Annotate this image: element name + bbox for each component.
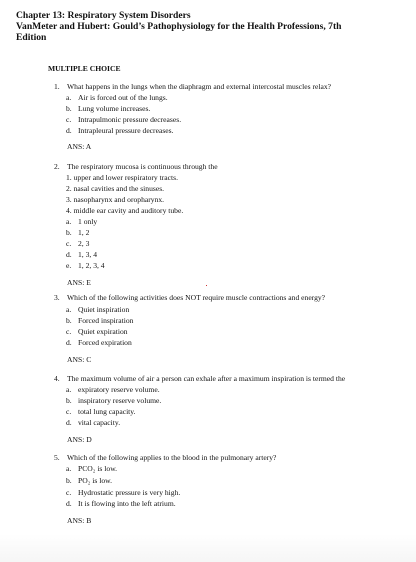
question-number: 3. — [54, 293, 60, 302]
option-text: Intrapulmonic pressure decreases. — [78, 115, 182, 124]
option-letter: c. — [66, 407, 72, 416]
numbered-choice: 1. upper and lower respiratory tracts. — [66, 173, 178, 182]
option-text: It is flowing into the left atrium. — [78, 499, 176, 508]
header-title-line-2: VanMeter and Hubert: Gould’s Pathophysiology for the Health Professions, 7th — [16, 21, 342, 32]
option-text: Quiet expiration — [78, 327, 128, 336]
question-text: Which of the following activities does NOT require muscle contractions and energy? — [67, 293, 326, 302]
option-letter: d. — [66, 499, 72, 508]
option-letter: a. — [66, 93, 72, 102]
question-number: 2. — [54, 162, 60, 171]
question-text: The maximum volume of air a person can exhale after a maximum inspiration is termed the — [67, 374, 346, 383]
header-title-line-1: Chapter 13: Respiratory System Disorders — [16, 10, 191, 21]
question-number: 4. — [54, 374, 60, 383]
document-header — [16, 10, 408, 43]
option-text: 1, 3, 4 — [78, 250, 97, 259]
option-text: Hydrostatic pressure is very high. — [78, 488, 181, 497]
page-bottom-shade — [0, 534, 416, 562]
option-letter: b. — [66, 228, 72, 237]
option-letter: c. — [66, 239, 72, 248]
option-text: vital capacity. — [78, 418, 121, 427]
option-letter: d. — [66, 418, 72, 427]
header-title-line-3: Edition — [16, 32, 47, 43]
question-text: Which of the following applies to the blood in the pulmonary artery? — [67, 453, 277, 462]
option-letter: a. — [66, 217, 72, 226]
answer-label: ANS: C — [67, 355, 92, 364]
scan-speck — [206, 285, 207, 286]
question-number: 1. — [54, 82, 60, 91]
option-letter: a. — [66, 385, 72, 394]
option-letter: a. — [66, 464, 72, 473]
answer-label: ANS: A — [67, 142, 92, 151]
numbered-choice: 3. nasopharynx and oropharynx. — [66, 195, 165, 204]
option-text: Air is forced out of the lungs. — [78, 93, 168, 102]
option-text: 2, 3 — [78, 239, 90, 248]
question-text: The respiratory mucosa is continuous through the — [67, 162, 218, 171]
answer-label: ANS: D — [67, 435, 92, 444]
option-letter: e. — [66, 261, 72, 270]
question-text: What happens in the lungs when the diaphragm and external intercostal muscles relax? — [67, 82, 332, 91]
option-letter: b. — [66, 316, 72, 325]
option-text: Intrapleural pressure decreases. — [78, 126, 174, 135]
option-letter: d. — [66, 250, 72, 259]
numbered-choice: 2. nasal cavities and the sinuses. — [66, 184, 165, 193]
option-letter: c. — [66, 327, 72, 336]
numbered-choice: 4. middle ear cavity and auditory tube. — [66, 206, 184, 215]
answer-label: ANS: B — [67, 516, 92, 525]
option-text: expiratory reserve volume. — [78, 385, 160, 394]
option-letter: a. — [66, 305, 72, 314]
option-text: total lung capacity. — [78, 407, 136, 416]
option-text: Lung volume increases. — [78, 104, 151, 113]
option-text: Quiet inspiration — [78, 305, 130, 314]
option-text: 1, 2, 3, 4 — [78, 261, 105, 270]
answer-label: ANS: E — [67, 278, 91, 287]
option-text: PO₂ is low. — [78, 476, 113, 485]
option-text: PCO₂ is low. — [78, 464, 118, 473]
option-letter: c. — [66, 488, 72, 497]
option-letter: b. — [66, 476, 72, 485]
option-letter: b. — [66, 396, 72, 405]
option-text: 1 only — [78, 217, 98, 226]
question-number: 5. — [54, 453, 60, 462]
option-text: inspiratory reserve volume. — [78, 396, 162, 405]
option-letter: d. — [66, 338, 72, 347]
option-letter: c. — [66, 115, 72, 124]
option-text: Forced expiration — [78, 338, 132, 347]
option-letter: d. — [66, 126, 72, 135]
option-text: Forced inspiration — [78, 316, 134, 325]
option-text: 1, 2 — [78, 228, 90, 237]
section-title: MULTIPLE CHOICE — [48, 64, 121, 73]
option-letter: b. — [66, 104, 72, 113]
